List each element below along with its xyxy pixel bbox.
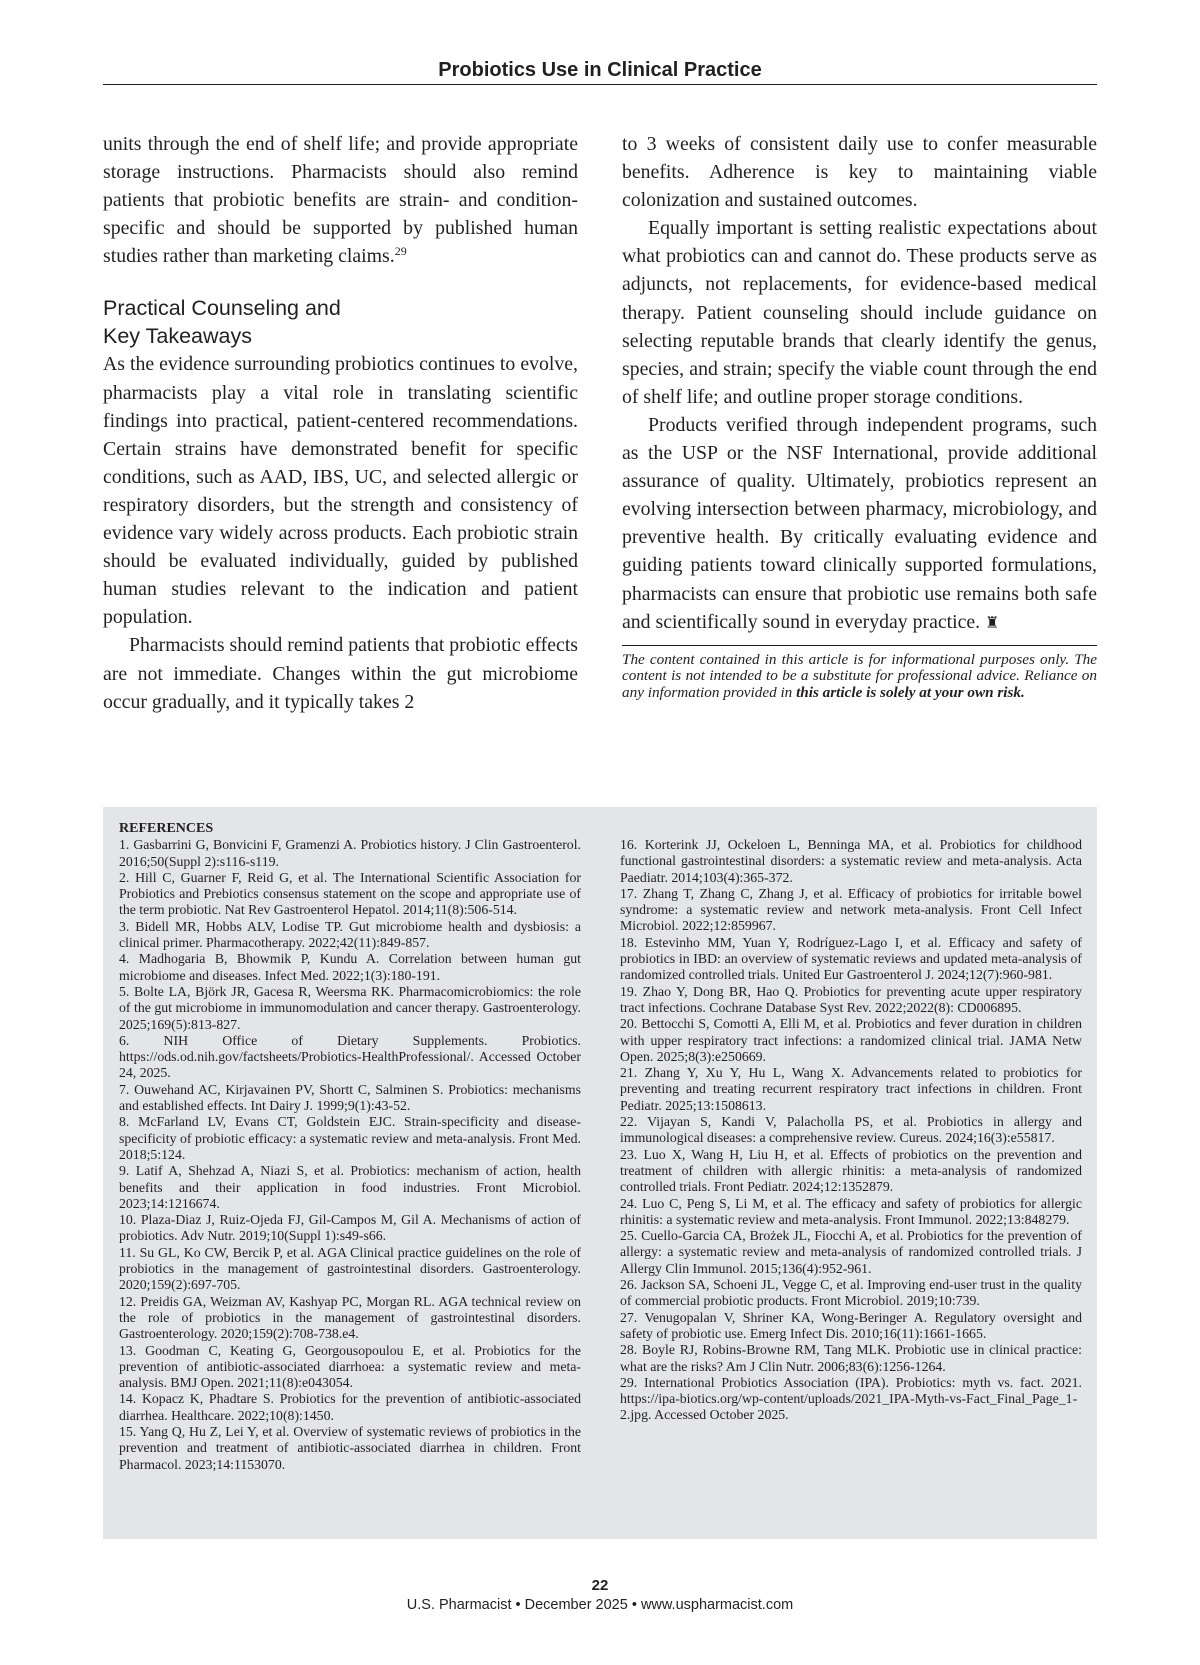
header-rule	[103, 84, 1097, 85]
reference-item: 16. Korterink JJ, Ockeloen L, Benninga MA, et al. Probiotics for childhood functional gastrointestinal disorders: a systematic review and meta-analysis. Acta Paediatr. 2014;103(4):365-372.	[620, 837, 1082, 885]
reference-item: 24. Luo C, Peng S, Li M, et al. The efficacy and safety of probiotics for allergic rhinitis: a systematic review and meta-analysis. Front Immunol. 2022;13:848279.	[620, 1195, 1082, 1227]
reference-item: 25. Cuello-Garcia CA, Brożek JL, Fiocchi A, et al. Probiotics for the prevention of allergy: a systematic review and meta-analysis of randomized controlled trials. J Allergy Clin Immunol. 2015;136(4):952-961.	[620, 1228, 1082, 1276]
right-column	[622, 130, 1097, 701]
page-number: 22	[591, 1577, 609, 1594]
reference-item: 27. Venugopalan V, Shriner KA, Wong-Beringer A. Regulatory oversight and safety of probiotic use. Emerg Infect Dis. 2010;16(11):1661-1665.	[620, 1309, 1082, 1341]
reference-item: 11. Su GL, Ko CW, Bercik P, et al. AGA Clinical practice guidelines on the role of probiotics in the management of gastrointestinal disorders. Gastroenterology. 2020;159(2):697-705.	[119, 1244, 581, 1293]
reference-item: 3. Bidell MR, Hobbs ALV, Lodise TP. Gut microbiome health and dysbiosis: a clinical primer. Pharmacotherapy. 2022;42(11):849-857.	[119, 918, 581, 951]
left-paragraph-3: Pharmacists should remind patients that probiotic effects are not immediate. Changes within the gut microbiome occur gradually, and it typically takes 2	[103, 634, 579, 713]
reference-item: 21. Zhang Y, Xu Y, Hu L, Wang X. Advancements related to probiotics for preventing and treating recurrent respiratory tract infections in children. Front Pediatr. 2025;13:1508613.	[620, 1065, 1082, 1113]
right-paragraph-3	[622, 411, 1097, 637]
reference-item: 15. Yang Q, Hu Z, Lei Y, et al. Overview of systematic reviews of probiotics in the prevention and treatment of antibiotic-associated diarrhea in children. Front Pharmacol. 2023;14:1153070.	[119, 1423, 581, 1472]
end-of-article-icon: ♜	[985, 612, 1000, 632]
reference-item: 28. Boyle RJ, Robins-Browne RM, Tang MLK. Probiotic use in clinical practice: what are the risks? Am J Clin Nutr. 2006;83(6):1256-1264.	[620, 1342, 1082, 1374]
left-paragraph-1	[103, 130, 578, 270]
reference-item: 4. Madhogaria B, Bhowmik P, Kundu A. Correlation between human gut microbiome and diseases. Infect Med. 2022;1(3):180-191.	[119, 951, 581, 983]
right-paragraph-2: Equally important is setting realistic expectations about what probiotics can and cannot do. These products serve as adjuncts, not replacements, for evidence-based medical therapy. Patient counseling should include guidance on selecting reputable brands that clearly identify the genus, species, and strain; specify the viable count through the end of shelf life; and outline proper storage conditions.	[622, 217, 1097, 408]
left-paragraph-1-text: units through the end of shelf life; and provide appropriate storage instructions. Pharmacists should also remind patients that probiotic benefits are strain- and condition-specific and should be supported by published human studies rather than marketing claims.	[103, 133, 578, 268]
reference-item: 10. Plaza-Diaz J, Ruiz-Ojeda FJ, Gil-Campos M, Gil A. Mechanisms of action of probiotics. Adv Nutr. 2019;10(Suppl 1):s49-s66.	[119, 1212, 581, 1244]
references-right-column	[620, 837, 1082, 1424]
reference-item: 6. NIH Office of Dietary Supplements. Probiotics. https://ods.od.nih.gov/factsheets/Probiotics-HealthProfessional/. Accessed October 24, 2025.	[119, 1032, 581, 1081]
section-heading	[103, 294, 578, 350]
reference-item: 22. Vijayan S, Kandi V, Palacholla PS, et al. Probiotics in allergy and immunological diseases: a comprehensive review. Cureus. 2024;16(3):e55817.	[620, 1114, 1082, 1146]
references-box	[103, 807, 1097, 1539]
reference-item: 5. Bolte LA, Björk JR, Gacesa R, Weersma RK. Pharmacomicrobiomics: the role of the gut microbiome in immunomodulation and cancer therapy. Gastroenterology. 2025;169(5):813-827.	[119, 983, 581, 1032]
reference-item: 2. Hill C, Guarner F, Reid G, et al. The International Scientific Association for Probiotics and Prebiotics consensus statement on the scope and appropriate use of the term probiotic. Nat Rev Gastroenterol Hepatol. 2014;11(8):506-514.	[119, 869, 581, 918]
citation-superscript: 29	[394, 244, 407, 259]
reference-item: 18. Estevinho MM, Yuan Y, Rodríguez-Lago I, et al. Efficacy and safety of probiotics in IBD: an overview of systematic reviews and updated meta-analysis of randomized controlled trials. United Eur Gastroenterol J. 2024;12(7):960-981.	[620, 934, 1082, 983]
reference-item: 19. Zhao Y, Dong BR, Hao Q. Probiotics for preventing acute upper respiratory tract infections. Cochrane Database Syst Rev. 2022;2022(8): CD006895.	[620, 983, 1082, 1015]
section-heading-line-1: Practical Counseling and	[103, 296, 341, 321]
disclaimer-bold-text: this article is solely at your own risk.	[796, 683, 1025, 701]
reference-item: 20. Bettocchi S, Comotti A, Elli M, et al. Probiotics and fever duration in children with upper respiratory tract infections: a randomized clinical trial. JAMA Netw Open. 2025;8(3):e250669.	[620, 1016, 1082, 1064]
references-left-column	[119, 821, 581, 1473]
reference-item: 1. Gasbarrini G, Bonvicini F, Gramenzi A. Probiotics history. J Clin Gastroenterol. 2016;50(Suppl 2):s116-s119.	[119, 837, 581, 869]
reference-item: 29. International Probiotics Association (IPA). Probiotics: myth vs. fact. 2021. https://ipa-biotics.org/wp-content/uploads/2021_IPA-Myth-vs-Fact_Final_Page_1-2.jpg. Accessed October 2025.	[620, 1374, 1082, 1423]
reference-item: 7. Ouwehand AC, Kirjavainen PV, Shortt C, Salminen S. Probiotics: mechanisms and established effects. Int Dairy J. 1999;9(1):43-52.	[119, 1081, 581, 1114]
publication-line: U.S. Pharmacist • December 2025 • www.uspharmacist.com	[406, 1597, 794, 1613]
left-column	[103, 130, 578, 716]
left-paragraph-2: As the evidence surrounding probiotics continues to evolve, pharmacists play a vital role in translating scientific findings into practical, patient-centered recommendations. Certain strains have demonstrated benefit for specific conditions, such as AAD, IBS, UC, and selected allergic or respiratory disorders, but the strength and consistency of evidence vary widely across products. Each probiotic strain should be evaluated individually, guided by published human studies relevant to the indication and patient population.	[103, 353, 578, 629]
reference-item: 17. Zhang T, Zhang C, Zhang J, et al. Efficacy of probiotics for irritable bowel syndrome: a systematic review and network meta-analysis. Front Cell Infect Microbiol. 2022;12:859967.	[620, 885, 1082, 934]
reference-item: 26. Jackson SA, Schoeni JL, Vegge C, et al. Improving end-user trust in the quality of commercial probiotic products. Front Microbiol. 2019;10:739.	[620, 1277, 1082, 1309]
reference-item: 8. McFarland LV, Evans CT, Goldstein EJC. Strain-specificity and disease-specificity of probiotic efficacy: a systematic review and meta-analysis. Front Med. 2018;5:124.	[119, 1114, 581, 1162]
reference-item: 23. Luo X, Wang H, Liu H, et al. Effects of probiotics on the prevention and treatment of children with allergic rhinitis: a meta-analysis of randomized controlled trials. Front Pediatr. 2024;12:1352879.	[620, 1146, 1082, 1195]
disclaimer-text: The content contained in this article is for informational purposes only. The content is not intended to be a substitute for professional advice. Reliance on any information provided in	[622, 650, 1097, 701]
section-heading-line-2: Key Takeaways	[103, 324, 252, 349]
running-header: Probiotics Use in Clinical Practice	[438, 59, 762, 81]
reference-item: 12. Preidis GA, Weizman AV, Kashyap PC, Morgan RL. AGA technical review on the role of probiotics in the management of gastrointestinal disorders. Gastroenterology. 2020;159(2):708-738.e4.	[119, 1293, 581, 1342]
reference-item: 13. Goodman C, Keating G, Georgousopoulou E, et al. Probiotics for the prevention of antibiotic-associated diarrhoea: a systematic review and meta-analysis. BMJ Open. 2021;11(8):e043054.	[119, 1342, 581, 1391]
references-title: REFERENCES	[119, 821, 214, 836]
reference-item: 9. Latif A, Shehzad A, Niazi S, et al. Probiotics: mechanism of action, health benefits and their application in food industries. Front Microbiol. 2023;14:1216674.	[119, 1163, 581, 1211]
right-paragraph-3-text: Products verified through independent programs, such as the USP or the NSF International, provide additional assurance of quality. Ultimately, probiotics represent an evolving intersection between pharmacy, microbiology, and preventive health. By critically evaluating evidence and guiding patients toward clinically supported formulations, pharmacists can ensure that probiotic use remains both safe and scientifically sound in everyday practice.	[622, 413, 1097, 633]
disclaimer	[622, 645, 1097, 702]
reference-item: 14. Kopacz K, Phadtare S. Probiotics for the prevention of antibiotic-associated diarrhea. Healthcare. 2022;10(8):1450.	[119, 1391, 581, 1423]
right-paragraph-1: to 3 weeks of consistent daily use to confer measurable benefits. Adherence is key to maintaining viable colonization and sustained outcomes.	[622, 133, 1097, 212]
